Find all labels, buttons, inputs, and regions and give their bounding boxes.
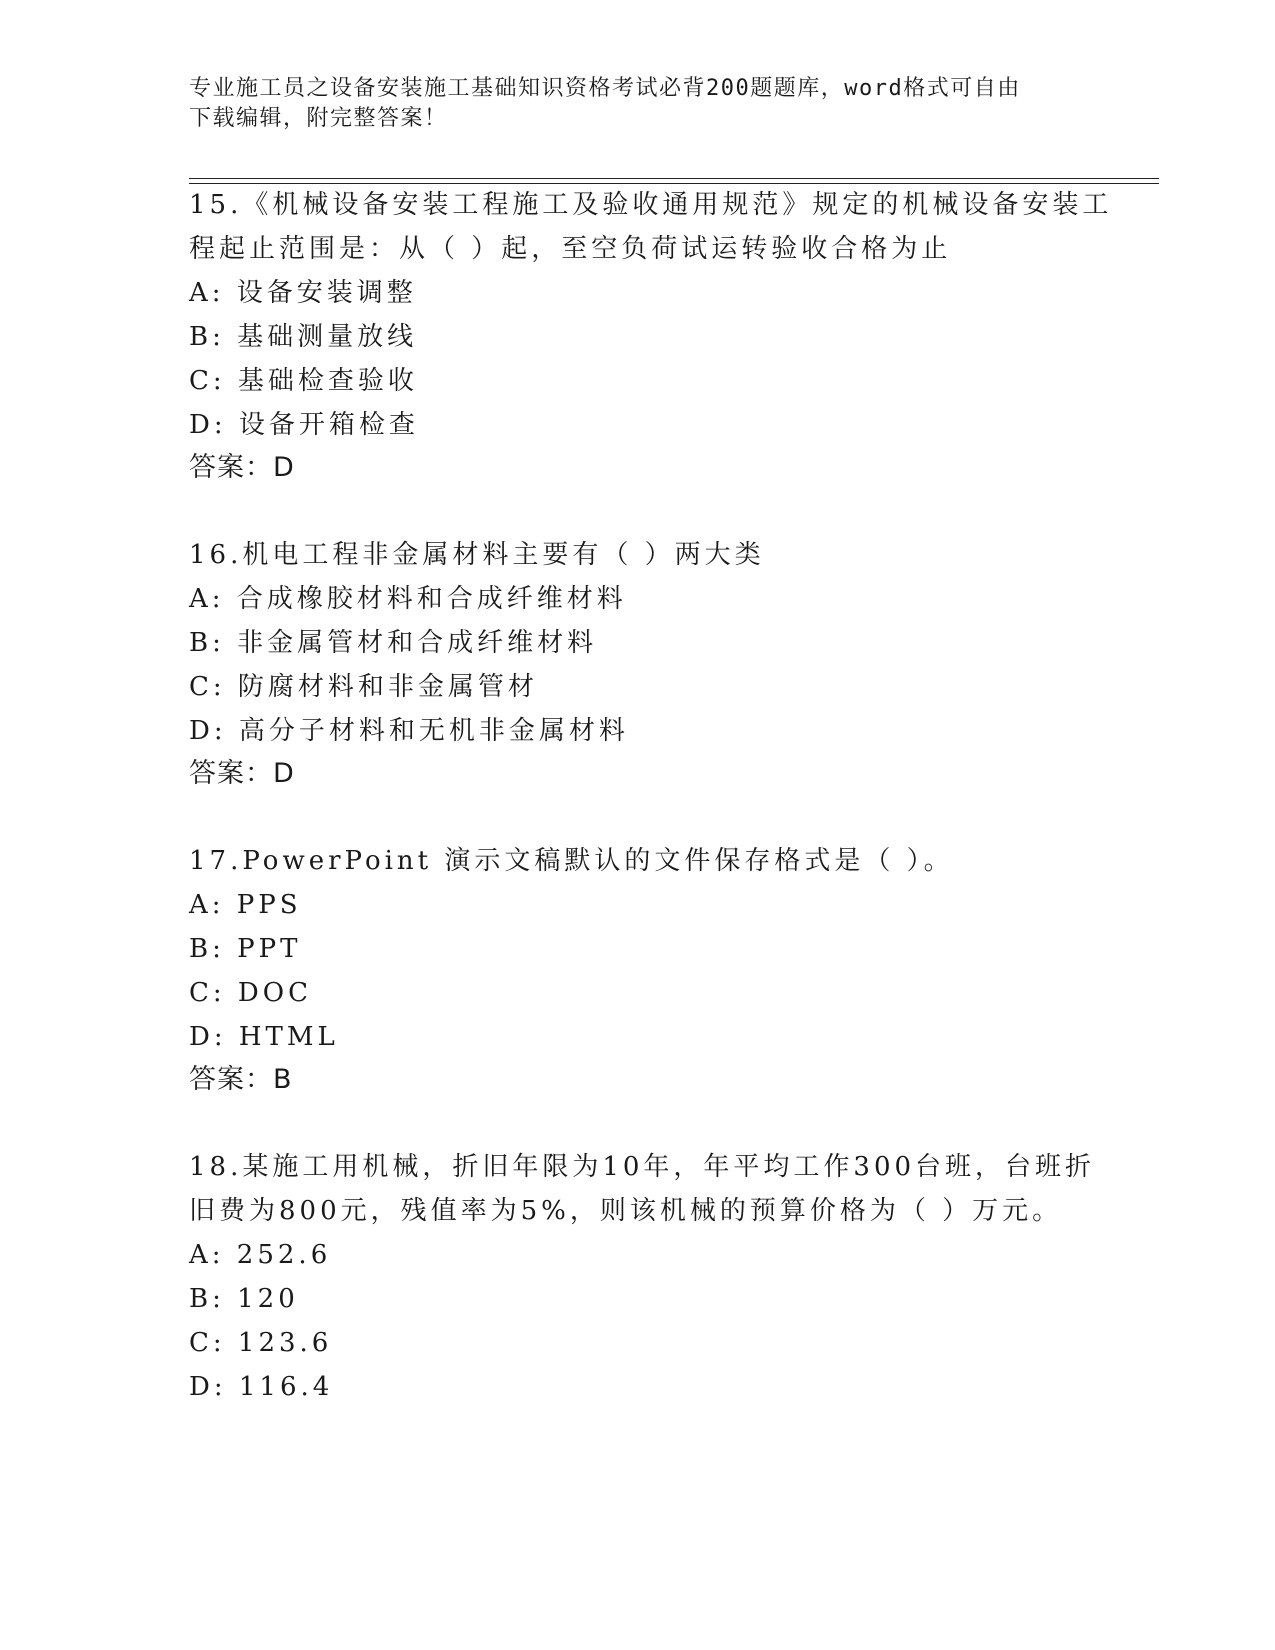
question-18-option-c: C: 123.6 — [189, 1328, 333, 1358]
question-17-option-c: C: DOC — [189, 978, 312, 1008]
question-16-option-c: C: 防腐材料和非金属管材 — [189, 672, 538, 702]
header-divider-top — [189, 178, 1159, 179]
question-15-option-a: A: 设备安装调整 — [189, 278, 417, 308]
question-16-option-d: D: 高分子材料和无机非金属材料 — [189, 716, 629, 746]
question-18-stem-line-2: 旧费为800元，残值率为5%，则该机械的预算价格为（ ）万元。 — [189, 1196, 1063, 1226]
question-15-stem-line-2: 程起止范围是：从（ ）起，至空负荷试运转验收合格为止 — [189, 234, 952, 264]
question-16-option-a: A: 合成橡胶材料和合成纤维材料 — [189, 584, 627, 614]
question-17-option-b: B: PPT — [189, 934, 302, 964]
question-15-option-b: B: 基础测量放线 — [189, 322, 418, 352]
question-16-answer: 答案：D — [189, 758, 295, 789]
document-header — [189, 74, 1069, 134]
question-15-stem-line-1: 15.《机械设备安装工程施工及验收通用规范》规定的机械设备安装工 — [189, 190, 1113, 220]
question-17-answer: 答案：B — [189, 1064, 293, 1095]
question-15-option-d: D: 设备开箱检查 — [189, 410, 419, 440]
header-divider-bottom — [189, 183, 1159, 184]
question-17-option-d: D: HTML — [189, 1022, 339, 1052]
question-17-stem-line-1: 17.PowerPoint 演示文稿默认的文件保存格式是（ ）。 — [189, 846, 954, 876]
question-16-option-b: B: 非金属管材和合成纤维材料 — [189, 628, 598, 658]
question-17-option-a: A: PPS — [189, 890, 302, 920]
question-16-stem-line-1: 16.机电工程非金属材料主要有（ ）两大类 — [189, 540, 765, 570]
question-15-answer: 答案：D — [189, 452, 295, 483]
question-15-option-c: C: 基础检查验收 — [189, 366, 418, 396]
question-18-option-b: B: 120 — [189, 1284, 299, 1314]
question-18-option-d: D: 116.4 — [189, 1372, 334, 1402]
header-line-1: 专业施工员之设备安装施工基础知识资格考试必背200题题库，word格式可自由 — [189, 76, 1021, 101]
header-line-2: 下载编辑，附完整答案！ — [189, 106, 448, 131]
question-18-option-a: A: 252.6 — [189, 1240, 332, 1270]
question-18-stem-line-1: 18.某施工用机械，折旧年限为10年，年平均工作300台班，台班折 — [189, 1152, 1096, 1182]
